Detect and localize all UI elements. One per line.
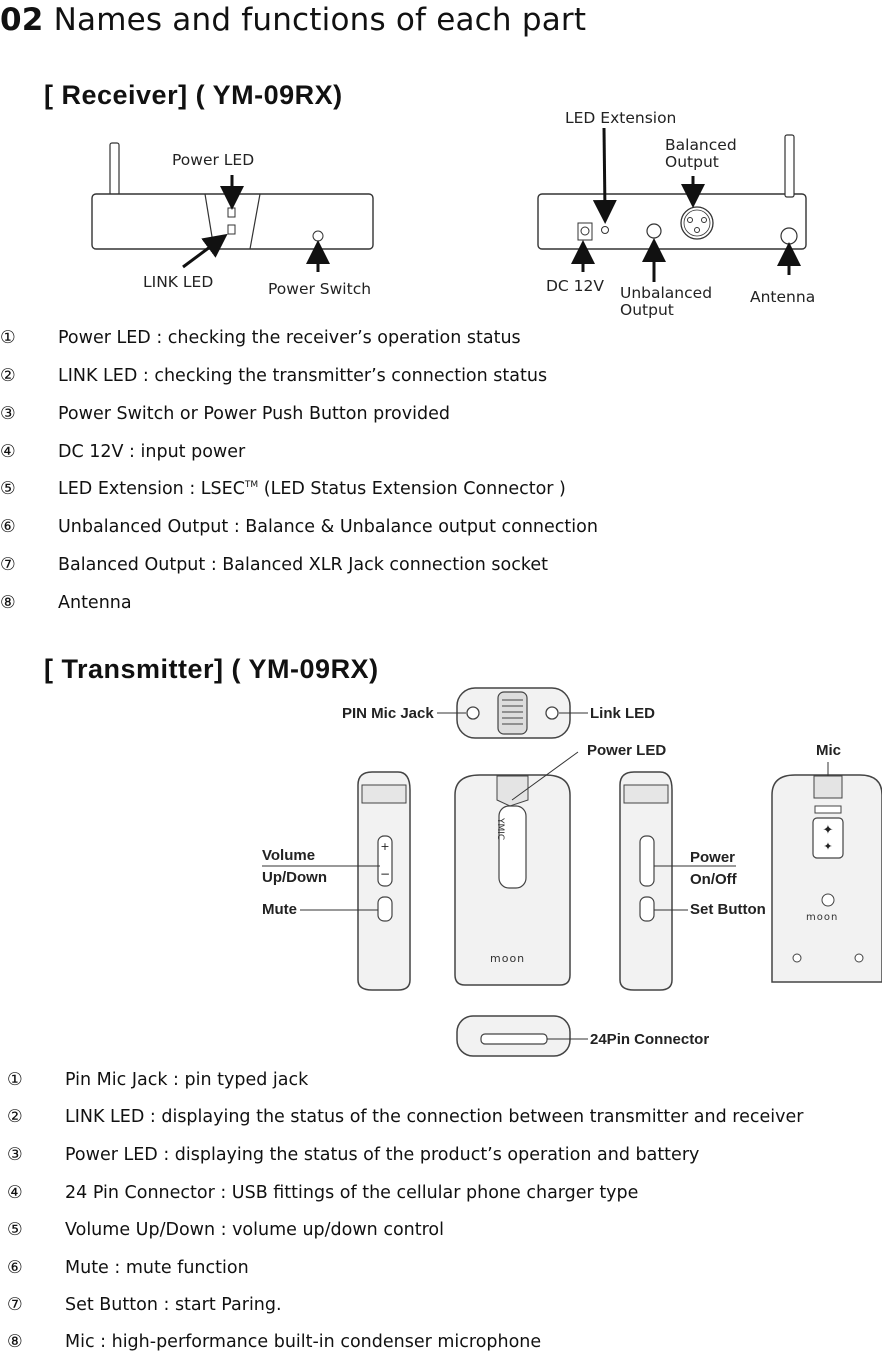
item-number: ② [0,366,16,386]
label-dc12v: DC 12V [546,277,605,295]
transmitter-side-view-left [358,772,410,990]
section-title: Names and functions of each part [53,2,587,38]
trademark-mark: TM [244,480,259,491]
item-text: Mic : high-performance built-in condenser microphone [65,1332,542,1352]
receiver-title: [ Receiver] ( YM-09RX) [44,80,343,110]
item-number: ③ [0,404,16,424]
item-number: ② [7,1107,23,1127]
label-antenna: Antenna [750,288,816,306]
label-mute: Mute [262,901,297,918]
transmitter-title: [ Transmitter] ( YM-09RX) [44,654,379,684]
item-text-cont: (LED Status Extension Connector ) [258,479,566,499]
transmitter-top-view [457,688,570,738]
list-item [7,1220,444,1240]
label-power-onoff [690,847,737,891]
item-text: Antenna [58,593,132,613]
item-text: 24 Pin Connector : USB fittings of the cellular phone charger type [65,1183,639,1203]
brand-logo-back: moon [806,912,839,923]
list-item [7,1332,541,1352]
item-text: Power Switch or Power Push Button provided [58,404,450,424]
label-mic: Mic [816,742,842,759]
transmitter-bottom-view [457,1016,570,1056]
label-set-button: Set Button [690,901,766,918]
item-text: Pin Mic Jack : pin typed jack [65,1070,309,1090]
label-volume-line1: Volume [262,847,316,864]
item-text: Power LED : checking the receiver’s operation status [58,328,521,348]
label-pin-mic-jack: PIN Mic Jack [342,705,434,722]
item-number: ⑦ [7,1295,23,1315]
label-tx-power-led: Power LED [587,742,667,759]
list-item [7,1107,803,1127]
item-number: ⑧ [0,593,16,613]
pin-mic-jack [467,707,479,719]
svg-text:✦: ✦ [822,823,834,838]
item-text: LINK LED : displaying the status of the connection between transmitter and receiver [65,1107,804,1127]
item-number: ③ [7,1145,23,1165]
label-led-extension: LED Extension [565,109,677,127]
label-power-line1: Power [690,849,736,866]
item-number: ⑥ [7,1258,23,1278]
item-number: ④ [0,442,16,462]
item-text: LINK LED : checking the transmitter’s connection status [58,366,548,386]
svg-text:−: − [379,867,391,881]
label-unbalanced-line1: Unbalanced [620,284,713,302]
item-number: ① [7,1070,23,1090]
item-text: Mute : mute function [65,1258,249,1278]
item-text: Unbalanced Output : Balance & Unbalance output connection [58,517,598,537]
svg-text:+: + [380,840,390,853]
svg-text:✦: ✦ [823,840,833,853]
item-number: ① [0,328,16,348]
item-number: ⑤ [0,479,16,499]
item-number: ⑤ [7,1220,23,1240]
label-volume [262,845,327,889]
list-item [7,1145,699,1165]
item-number: ④ [7,1183,23,1203]
label-power-switch: Power Switch [268,280,372,298]
item-text: DC 12V : input power [58,442,246,462]
item-text: Power LED : displaying the status of the product’s operation and battery [65,1145,700,1165]
label-balanced-line2: Output [665,153,719,171]
transmitter-side-view-right [620,772,672,990]
item-text: LED Extension : LSEC [58,479,245,499]
label-power-led: Power LED [172,151,255,169]
list-item [7,1258,249,1278]
transmitter-back-view [772,775,882,982]
label-volume-line2: Up/Down [262,869,327,886]
section-number: 02 [0,2,44,38]
item-text: Volume Up/Down : volume up/down control [65,1220,445,1240]
label-power-line2: On/Off [690,871,737,888]
list-item [7,1183,638,1203]
item-number: ⑦ [0,555,16,575]
list-item [7,1070,308,1090]
label-link-led: LINK LED [143,273,214,291]
link-led [546,707,558,719]
label-balanced-line1: Balanced [665,136,737,154]
usb-connector-port [481,1034,547,1044]
ymic-mark: YMIC [495,818,505,841]
item-text: Balanced Output : Balanced XLR Jack connection socket [58,555,548,575]
item-number: ⑧ [7,1332,23,1352]
item-text: Set Button : start Paring. [65,1295,282,1315]
label-tx-link-led: Link LED [590,705,656,722]
item-number: ⑥ [0,517,16,537]
brand-logo-front: moon [490,952,526,965]
list-item [7,1295,282,1315]
label-24pin-connector: 24Pin Connector [590,1031,710,1048]
label-unbalanced-line2: Output [620,301,674,319]
